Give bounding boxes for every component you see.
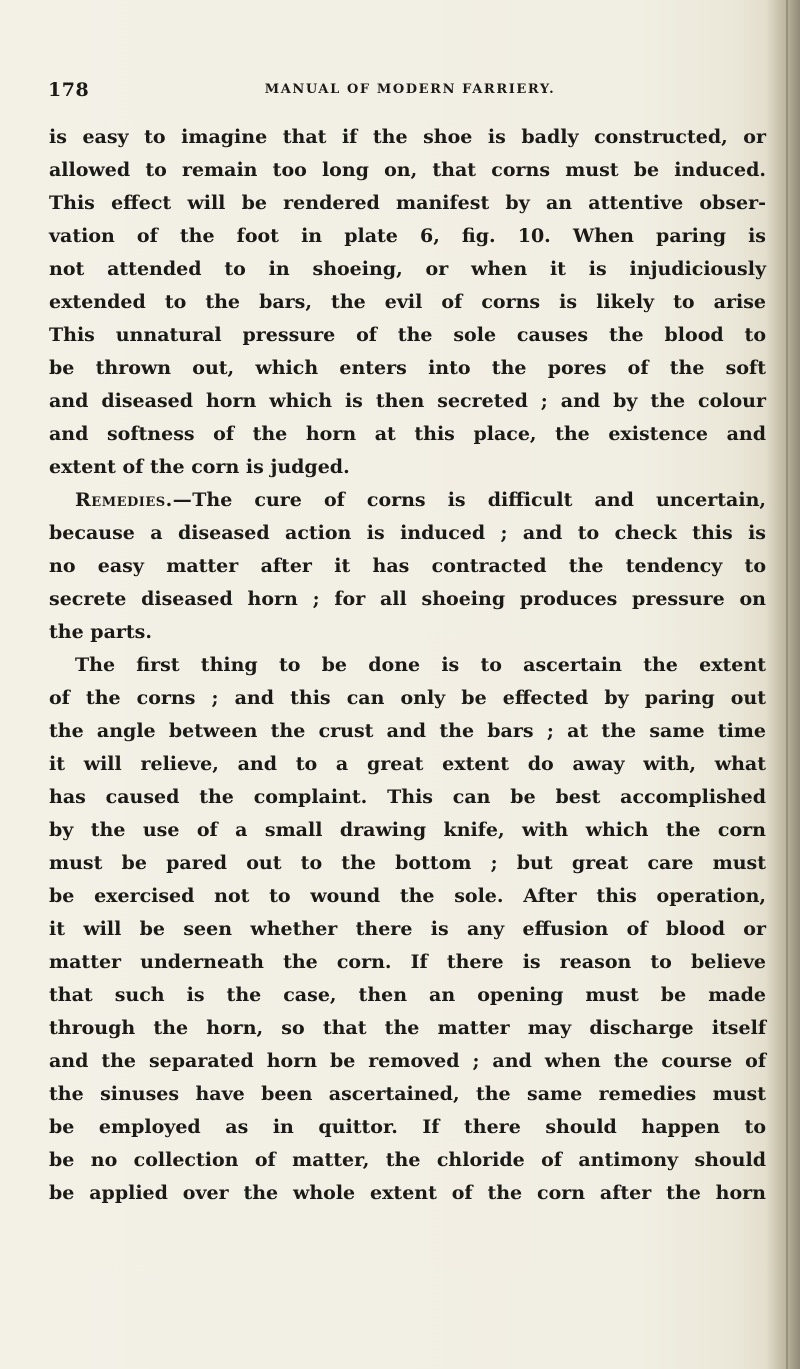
page-edge-line xyxy=(786,0,788,1369)
text-line: This unnatural pressure of the sole causes the blood to xyxy=(49,324,766,346)
text-line: must be pared out to the bottom ; but great care must xyxy=(49,852,766,874)
body-text xyxy=(49,121,766,1210)
text-line: no easy matter after it has contracted the tendency to xyxy=(49,555,766,577)
text-line: that such is the case, then an opening must be made xyxy=(49,984,766,1006)
remedies-heading: Remedies.— xyxy=(75,489,193,511)
text-line: not attended to in shoeing, or when it is injudiciously xyxy=(49,258,766,280)
page-number: 178 xyxy=(48,79,90,101)
text-line: is easy to imagine that if the shoe is badly constructed, or xyxy=(49,126,766,148)
text-line: it will relieve, and to a great extent do away with, what xyxy=(49,753,766,775)
text-line: The cure of corns is difficult and uncertain, xyxy=(192,489,766,511)
text-line: extent of the corn is judged. xyxy=(49,456,350,478)
page-edge-shadow xyxy=(766,0,800,1369)
text-line: extended to the bars, the evil of corns is likely to arise xyxy=(49,291,766,313)
text-line: vation of the foot in plate 6, fig. 10. When paring is xyxy=(49,225,766,247)
text-line: be thrown out, which enters into the pores of the soft xyxy=(49,357,766,379)
text-line: The first thing to be done is to ascertain the extent xyxy=(75,654,766,676)
page-header xyxy=(48,79,748,105)
text-line: the sinuses have been ascertained, the same remedies must xyxy=(49,1083,766,1105)
text-line: has caused the complaint. This can be best accomplished xyxy=(49,786,766,808)
text-line: and softness of the horn at this place, the existence and xyxy=(49,423,766,445)
text-line: through the horn, so that the matter may discharge itself xyxy=(49,1017,766,1039)
text-line: the parts. xyxy=(49,621,152,643)
text-line: of the corns ; and this can only be effected by paring out xyxy=(49,687,766,709)
text-line: This effect will be rendered manifest by an attentive obser- xyxy=(49,192,766,214)
text-line: and the separated horn be removed ; and when the course of xyxy=(49,1050,766,1072)
text-line: and diseased horn which is then secreted ; and by the colour xyxy=(49,390,766,412)
text-line: the angle between the crust and the bars ; at the same time xyxy=(49,720,766,742)
remedies-paragraph-start xyxy=(49,484,766,517)
text-line: because a diseased action is induced ; and to check this is xyxy=(49,522,766,544)
running-head: MANUAL OF MODERN FARRIERY. xyxy=(264,82,556,97)
text-line: be applied over the whole extent of the corn after the horn xyxy=(49,1182,766,1204)
text-line: be exercised not to wound the sole. After this operation, xyxy=(49,885,766,907)
text-line: by the use of a small drawing knife, with which the corn xyxy=(49,819,766,841)
text-line: it will be seen whether there is any effusion of blood or xyxy=(49,918,766,940)
text-line: allowed to remain too long on, that corns must be induced. xyxy=(49,159,766,181)
text-line: be no collection of matter, the chloride of antimony should xyxy=(49,1149,766,1171)
text-line: matter underneath the corn. If there is reason to believe xyxy=(49,951,766,973)
text-line: be employed as in quittor. If there should happen to xyxy=(49,1116,766,1138)
text-line: secrete diseased horn ; for all shoeing produces pressure on xyxy=(49,588,766,610)
